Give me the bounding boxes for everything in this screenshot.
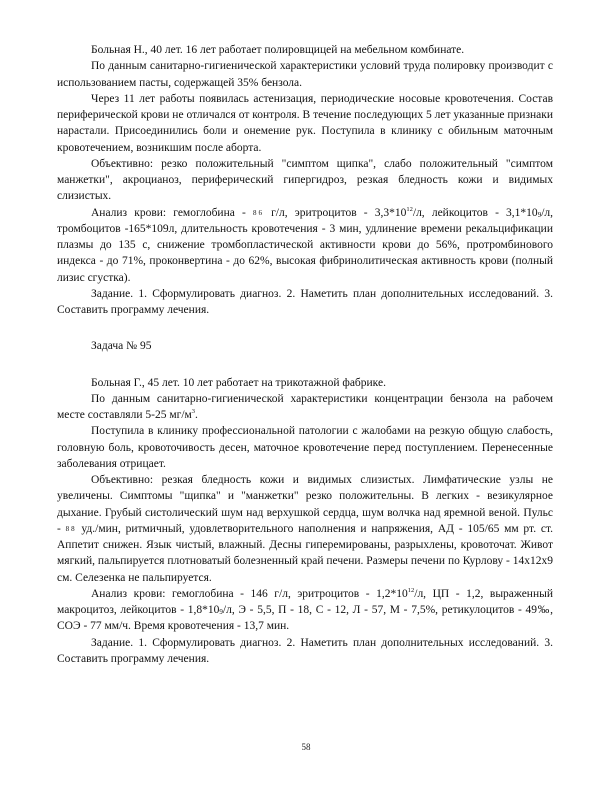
case94-task: Задание. 1. Сформулировать диагноз. 2. Наметить план дополнительных исследований. 3. Составить программу лечения. (57, 287, 553, 316)
case95-complaints: Поступила в клинику профессиональной патологии с жалобами на резкую общую слабость, головную боль, кровоточивость десен, маточное кровотечение перед поступлением. Перенесенные заболевания отрицает. (57, 425, 553, 470)
case95-blood-analysis: Анализ крови: гемоглобина - 146 г/л, эритроцитов - $1,2*10^{12}/л$, ЦП - 1,2, выраженный макроцитоз, лейкоцитов - $1,8*10_9/л$, Э - 5,5, П - 18, С - 12, Л - 57, М - 7,5%, ретикулоцитов - 49‰, СОЭ - 77 мм/ч. Время кровотечения - 13,7 мин. (57, 586, 553, 633)
case94-exam: Объективно: резко положительный "симптом щипка", слабо положительный "симптом манжетки", акроцианоз, периферический гипергидроз, резкая бледность кожи и видимых слизистых. (57, 157, 553, 203)
case95-exam: Объективно: резкая бледность кожи и видимых слизистых. Лимфатические узлы не увеличены. Симптомы "щипка" и "манжетки" резко положительны. В легких - везикулярное дыхание. Грубый систолический шум над верхушкой сердца, шум волчка над яремной веной. Пульс - 88 уд./мин, ритмичный, удовлетворительного наполнения и напряжения, АД - 105/65 мм рт. ст. Аппетит снижен. Язык чистый, влажный. Десны гиперемированы, разрыхлены, кровоточат. Живот мягкий, пальпируется плотноватый болезненный край печени. Размеры печени по Курлову - 14х12х9 см. Селезенка не пальпируется. (57, 474, 553, 584)
exponent: 3 (191, 408, 196, 415)
page-number: 58 (301, 742, 311, 752)
case94-history: Через 11 лет работы появилась астенизация, периодические носовые кровотечения. Состав периферической крови не отличался от контроля. В течение последующих 5 лет указанные признаки нарастали. Присоединились боли и онемение рук. Поступила в клинику с обильным маточным кровотечением, возникшим после аборта. (57, 92, 553, 154)
exponent: 9 (219, 608, 223, 616)
exponent: 9 (537, 210, 542, 219)
case95-heading: Задача № 95 (91, 340, 152, 353)
case94-intro: Больная Н., 40 лет. 16 лет работает полировщицей на мебельном комбинате. (91, 44, 465, 56)
case95-task: Задание. 1. Сформулировать диагноз. 2. Наметить план дополнительных исследований. 3. Составить программу лечения. (57, 636, 553, 665)
exponent: 12 (407, 586, 415, 594)
document-page (57, 42, 553, 762)
pulse-value: 88 (65, 524, 77, 533)
case95-intro: Больная Г., 45 лет. 10 лет работает на трикотажной фабрике. (91, 376, 386, 389)
hemoglobin-value: 86 (252, 208, 264, 217)
case95-hygiene: По данным санитарно-гигиенической характеристики концентрации бензола на рабочем месте составляли 5-25 $мг/м^3$. (57, 392, 553, 421)
exponent: 12 (406, 205, 413, 213)
case94-blood-analysis: Анализ крови: гемоглобина - 86 г/л, эритроцитов - $3,3*10^{12}/л$, лейкоцитов - $3,1*10_9/л$, тромбоцитов -165*109л, длительность кровотечения - 3 мин, удлинение времени рекальцификации плазмы до 135 с, снижение тромбопластической активности крови до 56%, протромбинового индекса - до 71%, проконвертина - до 62%, высокая фибринолитическая активность крови (полный лизис сгустка). (57, 205, 553, 284)
case94-hygiene: По данным санитарно-гигиенической характеристики условий труда полировку производит с использованием пасты, содержащей 35% бензола. (57, 60, 553, 89)
